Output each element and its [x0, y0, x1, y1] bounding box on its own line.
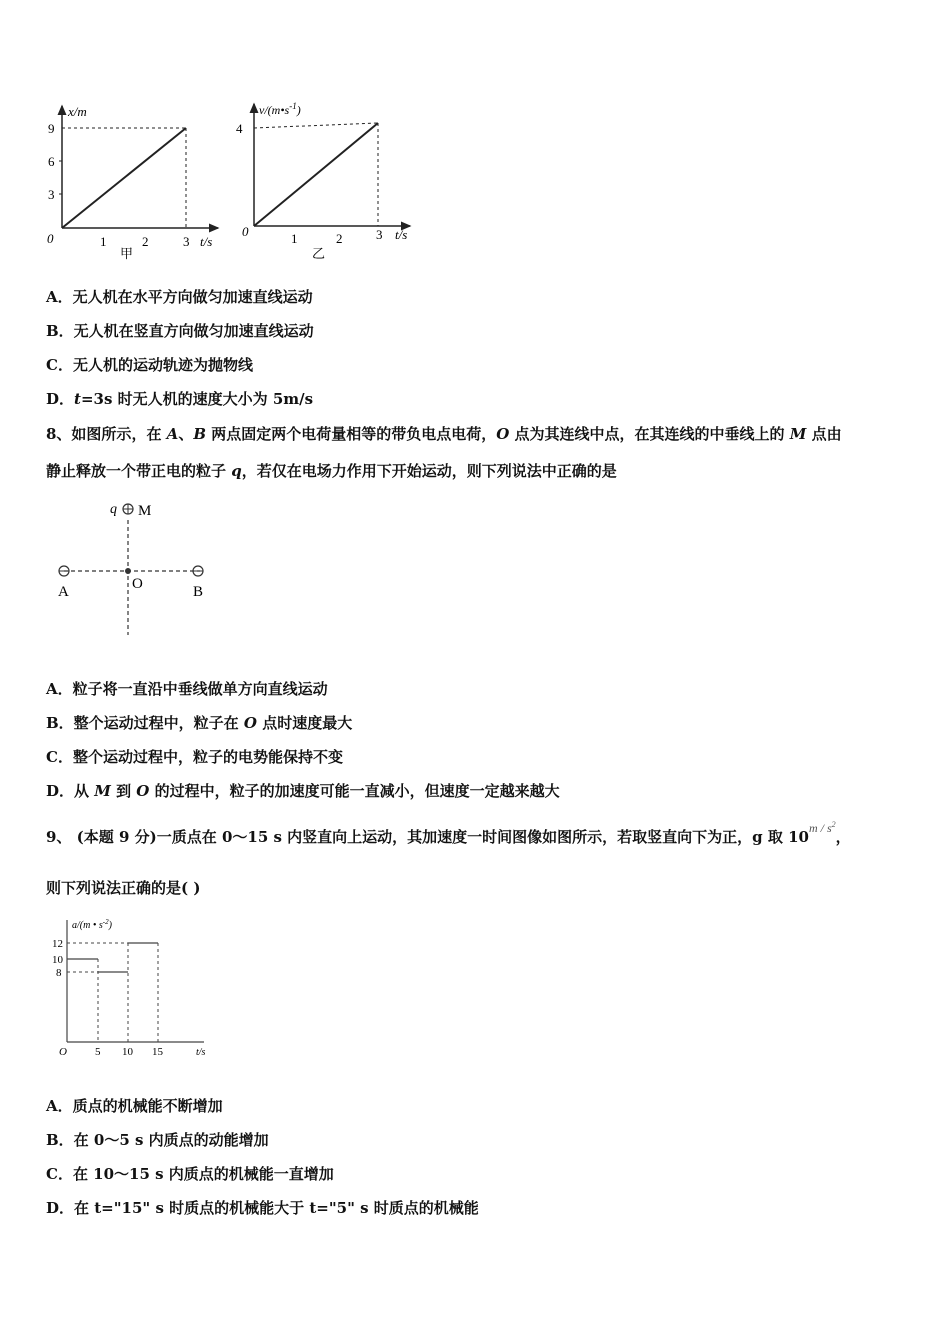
label-a: A: [58, 584, 69, 600]
y-tick-4: 4: [236, 121, 243, 136]
origin: O: [59, 1046, 67, 1058]
origin: 0: [47, 231, 54, 246]
dash-h: [254, 123, 378, 128]
caption: 乙: [312, 246, 326, 261]
y-label: a/(m • $s^{-2}$): [72, 918, 112, 931]
q8-option-a: A．粒子将一直沿中垂线做单方向直线运动: [46, 680, 328, 698]
y-tick-9: 9: [48, 121, 55, 136]
graph-yi: [232, 96, 432, 268]
x-tick-2: 2: [142, 234, 149, 249]
x-tick-1: 1: [100, 234, 107, 249]
x-label: t/s: [196, 1047, 206, 1058]
q7-option-c: C．无人机的运动轨迹为抛物线: [46, 356, 253, 374]
caption: 甲: [120, 246, 134, 261]
q8-option-b: B．整个运动过程中，粒子在 O 点时速度最大: [46, 714, 353, 732]
x-label: t/s: [200, 234, 213, 249]
x-tick-15: 15: [152, 1046, 163, 1058]
q8-figure: [50, 495, 220, 640]
q9-option-d: D．在 t="15" s 时质点的机械能大于 t="5" s 时质点的机械能: [46, 1199, 479, 1217]
y-tick-10: 10: [52, 954, 63, 966]
q7-option-a: A．无人机在水平方向做匀加速直线运动: [46, 288, 313, 306]
label-m: M: [138, 503, 152, 519]
label-b: B: [193, 584, 204, 600]
q7-option-d: D．t=3s 时无人机的速度大小为 5m/s: [46, 390, 314, 408]
y-tick-6: 6: [48, 154, 55, 169]
q9-stem-line2: 则下列说法正确的是( ): [46, 879, 201, 897]
q9-stem-line1: 9、 (本题 9 分)一质点在 0～15 s 内竖直向上运动，其加速度一时间图像如图所示，若取竖直向下为正，g 取 $10^{m / s^2}$，: [46, 820, 851, 846]
y-tick-12: 12: [52, 938, 63, 950]
q9-option-a: A．质点的机械能不断增加: [46, 1097, 223, 1115]
q8-stem-line1: 8、如图所示，在 A、B 两点固定两个电荷量相等的带负电点电荷，O 点为其连线中点，在其连线的中垂线上的 M 点由: [46, 425, 842, 443]
unit-ms2: m / s2: [808, 820, 836, 835]
x-tick-10: 10: [122, 1046, 133, 1058]
q8-stem-line2: 静止释放一个带正电的粒子 q，若仅在电场力作用下开始运动，则下列说法中正确的是: [46, 462, 617, 480]
q9-graph: [46, 912, 216, 1062]
x-tick-5: 5: [95, 1046, 101, 1058]
point-o: [125, 568, 131, 574]
y-tick-3: 3: [48, 187, 55, 202]
q9-option-b: B．在 0～5 s 内质点的动能增加: [46, 1131, 269, 1149]
x-tick-2: 2: [336, 231, 343, 246]
q7-option-b: B．无人机在竖直方向做匀加速直线运动: [46, 322, 314, 340]
label-o: O: [132, 576, 143, 592]
x-tick-1: 1: [291, 231, 298, 246]
origin: 0: [242, 224, 249, 239]
y-tick-8: 8: [56, 967, 62, 979]
q9-option-c: C．在 10～15 s 内质点的机械能一直增加: [46, 1165, 334, 1183]
graph-jia: [40, 98, 230, 268]
x-tick-3: 3: [183, 234, 190, 249]
data-line: [254, 123, 378, 226]
label-q: q: [110, 502, 117, 517]
x-tick-3: 3: [376, 227, 383, 242]
data-line: [62, 128, 186, 228]
y-label: $v/(m•s^{-1})$: [259, 101, 301, 117]
y-label: x/m: [68, 104, 87, 119]
q8-option-c: C．整个运动过程中，粒子的电势能保持不变: [46, 748, 343, 766]
x-label: t/s: [395, 227, 408, 242]
q8-option-d: D．从 M 到 O 的过程中，粒子的加速度可能一直减小，但速度一定越来越大: [46, 782, 560, 800]
